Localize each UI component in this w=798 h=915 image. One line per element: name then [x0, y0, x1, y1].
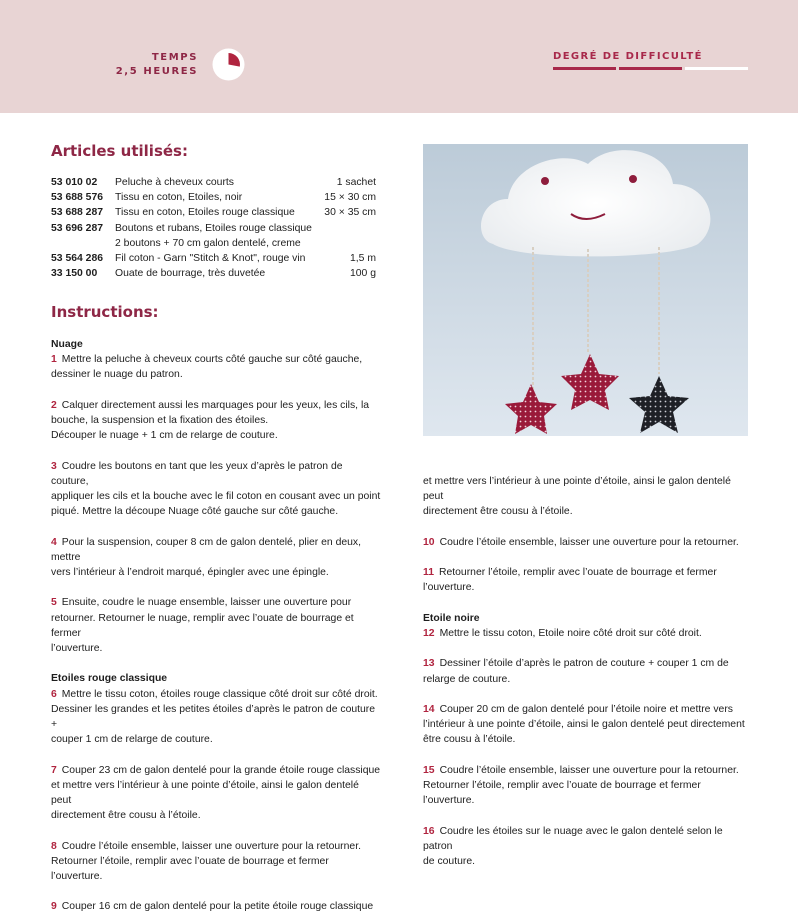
step-text: relarge de couture. [423, 673, 511, 685]
step-number: 13 [423, 658, 435, 670]
article-desc: Tissu en coton, Etoiles, noir [115, 192, 243, 204]
step-text: retourner. Retourner le nuage, remplir avec l’ouate de bourrage et fermer [51, 612, 354, 639]
article-code: 53 564 286 [51, 253, 104, 265]
step-text: Couper 16 cm de galon dentelé pour la petite étoile rouge classique [61, 901, 374, 913]
step-13 [423, 656, 753, 671]
article-qty: 100 g [349, 268, 376, 280]
subheading-etoiles-rouge: Etoiles rouge classique [51, 673, 168, 685]
article-qty: 1 sachet [336, 177, 376, 188]
step-text: Coudre les boutons en tant que les yeux d’après le patron de couture, [51, 460, 343, 487]
step-2 [51, 398, 381, 413]
articles-list [51, 175, 376, 281]
difficulty-segment-2 [619, 67, 682, 70]
step-7 [51, 763, 381, 778]
difficulty-segment-3 [685, 67, 748, 70]
step-11 [423, 565, 753, 580]
step-number: 14 [423, 703, 435, 715]
step-16 [423, 824, 753, 854]
step-text: et mettre vers l’intérieur à une pointe d’étoile, ainsi le galon dentelé peut [51, 779, 359, 806]
step-number: 2 [51, 399, 57, 411]
article-desc: Ouate de bourrage, très duvetée [115, 268, 266, 280]
step-number: 11 [423, 567, 434, 579]
article-desc: Peluche à cheveux courts [115, 177, 234, 188]
subheading-nuage: Nuage [51, 339, 83, 350]
article-row [51, 266, 376, 281]
step-9 [51, 899, 381, 914]
step-text: Pour la suspension, couper 8 cm de galon dentelé, plier en deux, mettre [51, 536, 361, 563]
step-text: bouche, la suspension et la fixation des étoiles. [51, 415, 269, 426]
step-text: Retourner l’étoile, remplir avec l’ouate de bourrage et fermer [438, 567, 717, 579]
step-text: couper 1 cm de relarge de couture. [51, 734, 213, 746]
step-number: 15 [423, 764, 435, 776]
step-number: 7 [51, 764, 57, 776]
article-desc: Fil coton - Garn "Stitch & Knot", rouge vin [115, 253, 306, 265]
article-code: 53 010 02 [51, 177, 98, 188]
article-desc: 2 boutons + 70 cm galon dentelé, creme [115, 237, 301, 249]
difficulty-bar [553, 67, 748, 70]
step-text: Dessiner l’étoile d’après le patron de couture + couper 1 cm de [439, 658, 729, 670]
time-estimate [116, 51, 198, 79]
subheading-etoile-noire: Etoile noire [423, 612, 480, 624]
step-text: et mettre vers l’intérieur à une pointe d’étoile, ainsi le galon dentelé peut [423, 476, 731, 503]
step-text: dessiner le nuage du patron. [51, 369, 183, 381]
article-row [51, 251, 376, 266]
step-text: Mettre le tissu coton, Etoile noire côté droit sur côté droit. [439, 627, 702, 639]
difficulty-segment-1 [553, 67, 616, 70]
step-text: Dessiner les grandes et les petites étoiles d’après le patron de couture + [51, 703, 376, 730]
step-text: Découper le nuage + 1 cm de relarge de couture. [51, 430, 278, 442]
step-text: piqué. Mettre la découpe Nuage côté gauche sur côté gauche. [51, 506, 339, 518]
article-code: 53 688 287 [51, 207, 104, 219]
step-text: l’ouverture. [423, 582, 475, 594]
step-text: Coudre l’étoile ensemble, laisser une ouverture pour la retourner. [61, 840, 361, 852]
step-text: Coudre les étoiles sur le nuage avec le galon dentelé selon le patron [423, 825, 723, 852]
article-row [51, 221, 376, 236]
instructions-left-column [51, 337, 381, 915]
header-band [0, 0, 798, 113]
article-row [51, 205, 376, 220]
step-text: Coudre l’étoile ensemble, laisser une ouverture pour la retourner. [439, 536, 739, 548]
step-text: Ensuite, coudre le nuage ensemble, laisser une ouverture pour [61, 597, 352, 609]
article-code: 53 696 287 [51, 222, 104, 234]
step-number: 3 [51, 460, 57, 472]
step-text: Calquer directement aussi les marquages pour les yeux, les cils, la [61, 399, 370, 411]
step-3 [51, 459, 381, 489]
article-row [51, 175, 376, 190]
article-qty [370, 221, 376, 236]
article-row [51, 236, 376, 251]
step-12 [423, 626, 753, 641]
article-code: 53 688 576 [51, 192, 104, 204]
step-number: 12 [423, 627, 435, 639]
step-text: Coudre l’étoile ensemble, laisser une ouverture pour la retourner. [439, 764, 739, 776]
time-label: TEMPS [151, 52, 198, 63]
step-number: 6 [51, 688, 57, 700]
step-text: être cousu à l’étoile. [423, 734, 516, 746]
step-number: 16 [423, 825, 435, 837]
step-number: 9 [51, 901, 57, 913]
article-desc: Boutons et rubans, Etoiles rouge classique [115, 222, 312, 234]
step-text: directement être cousu à l’étoile. [51, 810, 201, 822]
step-number: 4 [51, 536, 57, 548]
time-value: 2,5 HEURES [115, 66, 198, 77]
step-number: 10 [423, 536, 435, 548]
step-5 [51, 595, 381, 610]
article-qty: 15 × 30 cm [324, 192, 376, 204]
step-text: l’ouverture. [51, 643, 103, 654]
step-text: Mettre la peluche à cheveux courts côté gauche sur côté gauche, [61, 354, 363, 366]
mobile-cloud-photo [423, 144, 748, 436]
step-8 [51, 839, 381, 854]
step-text: de couture. [423, 855, 475, 867]
article-desc: Tissu en coton, Etoiles rouge classique [115, 207, 295, 219]
step-text: Couper 20 cm de galon dentelé pour l’étoile noire et mettre vers [439, 703, 733, 715]
step-text: directement être cousu à l’étoile. [423, 506, 573, 518]
article-row [51, 190, 376, 205]
step-6 [51, 687, 381, 702]
instructions-title: Instructions: [51, 303, 159, 321]
difficulty-indicator [553, 50, 748, 64]
article-code [51, 236, 115, 251]
step-text: l’intérieur à une pointe d’étoile, ainsi le galon dentelé peut directement [423, 719, 745, 731]
step-15 [423, 763, 753, 778]
difficulty-label: DEGRÉ DE DIFFICULTÉ [553, 51, 703, 62]
step-text: Couper 23 cm de galon dentelé pour la grande étoile rouge classique [61, 764, 381, 776]
article-qty: 30 × 35 cm [324, 207, 376, 219]
step-text: Mettre le tissu coton, étoiles rouge classique côté droit sur côté droit. [61, 688, 378, 700]
step-10 [423, 535, 753, 550]
articles-title: Articles utilisés: [51, 142, 188, 160]
step-text: Retourner l’étoile, remplir avec l’ouate de bourrage et fermer l’ouverture. [51, 855, 329, 882]
pie-clock-icon [212, 48, 245, 81]
step-number: 5 [51, 597, 57, 609]
article-code: 33 150 00 [51, 268, 98, 280]
article-qty: 1,5 m [350, 253, 376, 265]
step-text: Retourner l’étoile, remplir avec l’ouate de bourrage et fermer l’ouverture. [423, 779, 701, 807]
step-14 [423, 702, 753, 717]
instructions-right-column [423, 474, 753, 869]
step-1 [51, 352, 381, 367]
step-text: appliquer les cils et la bouche avec le fil coton en cousant avec un point [51, 491, 381, 502]
cloud-mobile-illustration [423, 144, 748, 436]
article-qty [370, 236, 376, 251]
step-number: 8 [51, 840, 57, 852]
step-number: 1 [51, 354, 57, 366]
step-4 [51, 535, 381, 565]
step-text: vers l’intérieur à l’endroit marqué, épingler avec une épingle. [51, 567, 329, 578]
